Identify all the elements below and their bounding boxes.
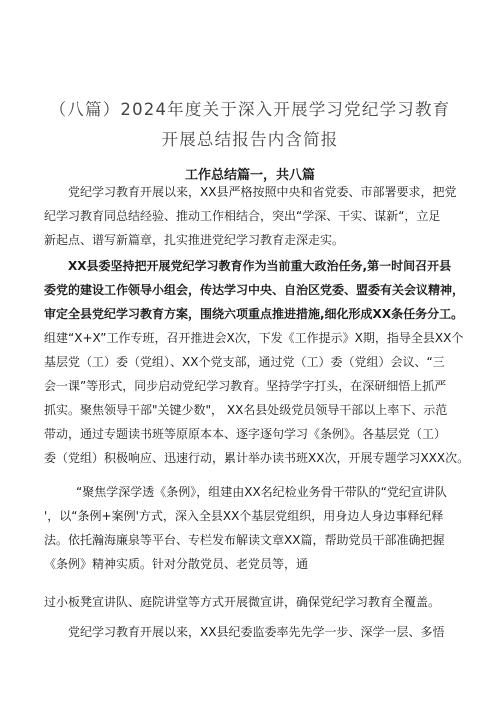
document-title-line-1: （八篇）2024年度关于深入开展学习党纪学习教育 — [49, 100, 451, 119]
paragraph-line: 组建“X+X”工作专班，召开推进会X次，下发《工作提示》X期，指导全县XX个 — [44, 331, 464, 345]
paragraph-line: 审定全县党纪学习教育方案，围绕六项重点推进措施,细化形成XX条任务分工。 — [44, 307, 464, 321]
paragraph-5 — [44, 620, 474, 644]
paragraph-line: 法。依托瀚海廉泉等平台、专栏发布解读文章XX篇，帮助党员干部准确把握 — [44, 533, 445, 547]
paragraph-2 — [44, 254, 474, 470]
paragraph-line: 带动，通过专题读书班等原原本本、逐字逐句学习《条例》。各基层党（工） — [44, 427, 447, 441]
section-heading: 工作总结篇一，共八篇 — [184, 168, 315, 183]
paragraph-line: 委（党组）积极响应、迅速行动，累计举办读书班XX次，开展专题学习XXX次。 — [44, 451, 470, 465]
document-title-line-2: 开展总结报告内含简报 — [161, 130, 339, 149]
paragraph-line: 纪学习教育同总结经验、推动工作相结合，突出“学深、干实、谋新“，立足 — [44, 209, 441, 223]
paragraph-1 — [44, 180, 474, 252]
paragraph-line: 会一课”等形式，同步启动党纪学习教育。坚持学字打头，在深研细悟上抓严 — [44, 379, 447, 393]
paragraph-line: 过小板凳宣讲队、庭院讲堂等方式开展微宣讲，确保党纪学习教育全覆盖。 — [44, 595, 441, 609]
paragraph-line: 抓实。聚焦领导干部"关键少数"， XX名县处级党员领导干部以上率下、示范 — [44, 403, 448, 417]
paragraph-4 — [44, 590, 474, 614]
paragraph-3 — [44, 480, 474, 576]
paragraph-line: 党纪学习教育开展以来，XX县纪委监委率先先学一步、深学一层、多悟 — [68, 625, 445, 639]
paragraph-line: 基层党（工）委（党组）、XX个党支部，通过党（工）委（党组）会议、“三 — [44, 355, 445, 369]
paragraph-line: “聚焦学深学透《条例》，组建由XX名纪检业务骨干带队的“党纪宣讲队 — [76, 485, 447, 499]
paragraph-line: '，以“条例+案例'方式，深入全县XX个基层党组织，用身边人身边事释纪释 — [44, 509, 444, 523]
paragraph-line: 新起点、谱写新篇章，扎实推进党纪学习教育走深走实。 — [44, 233, 345, 247]
paragraph-line: 党纪学习教育开展以来，XX县严格按照中央和省党委、市部署要求，把党 — [68, 185, 457, 199]
paragraph-line: 委党的建设工作领导小组会，传达学习中央、自治区党委、盟委有关会议精神， — [44, 283, 465, 297]
paragraph-line: XX县委坚持把开展党纪学习教育作为当前重大政治任务,第一时间召开县 — [68, 259, 452, 273]
paragraph-line: 《条例》精神实质。针对分散党员、老党员等，通 — [44, 557, 309, 571]
